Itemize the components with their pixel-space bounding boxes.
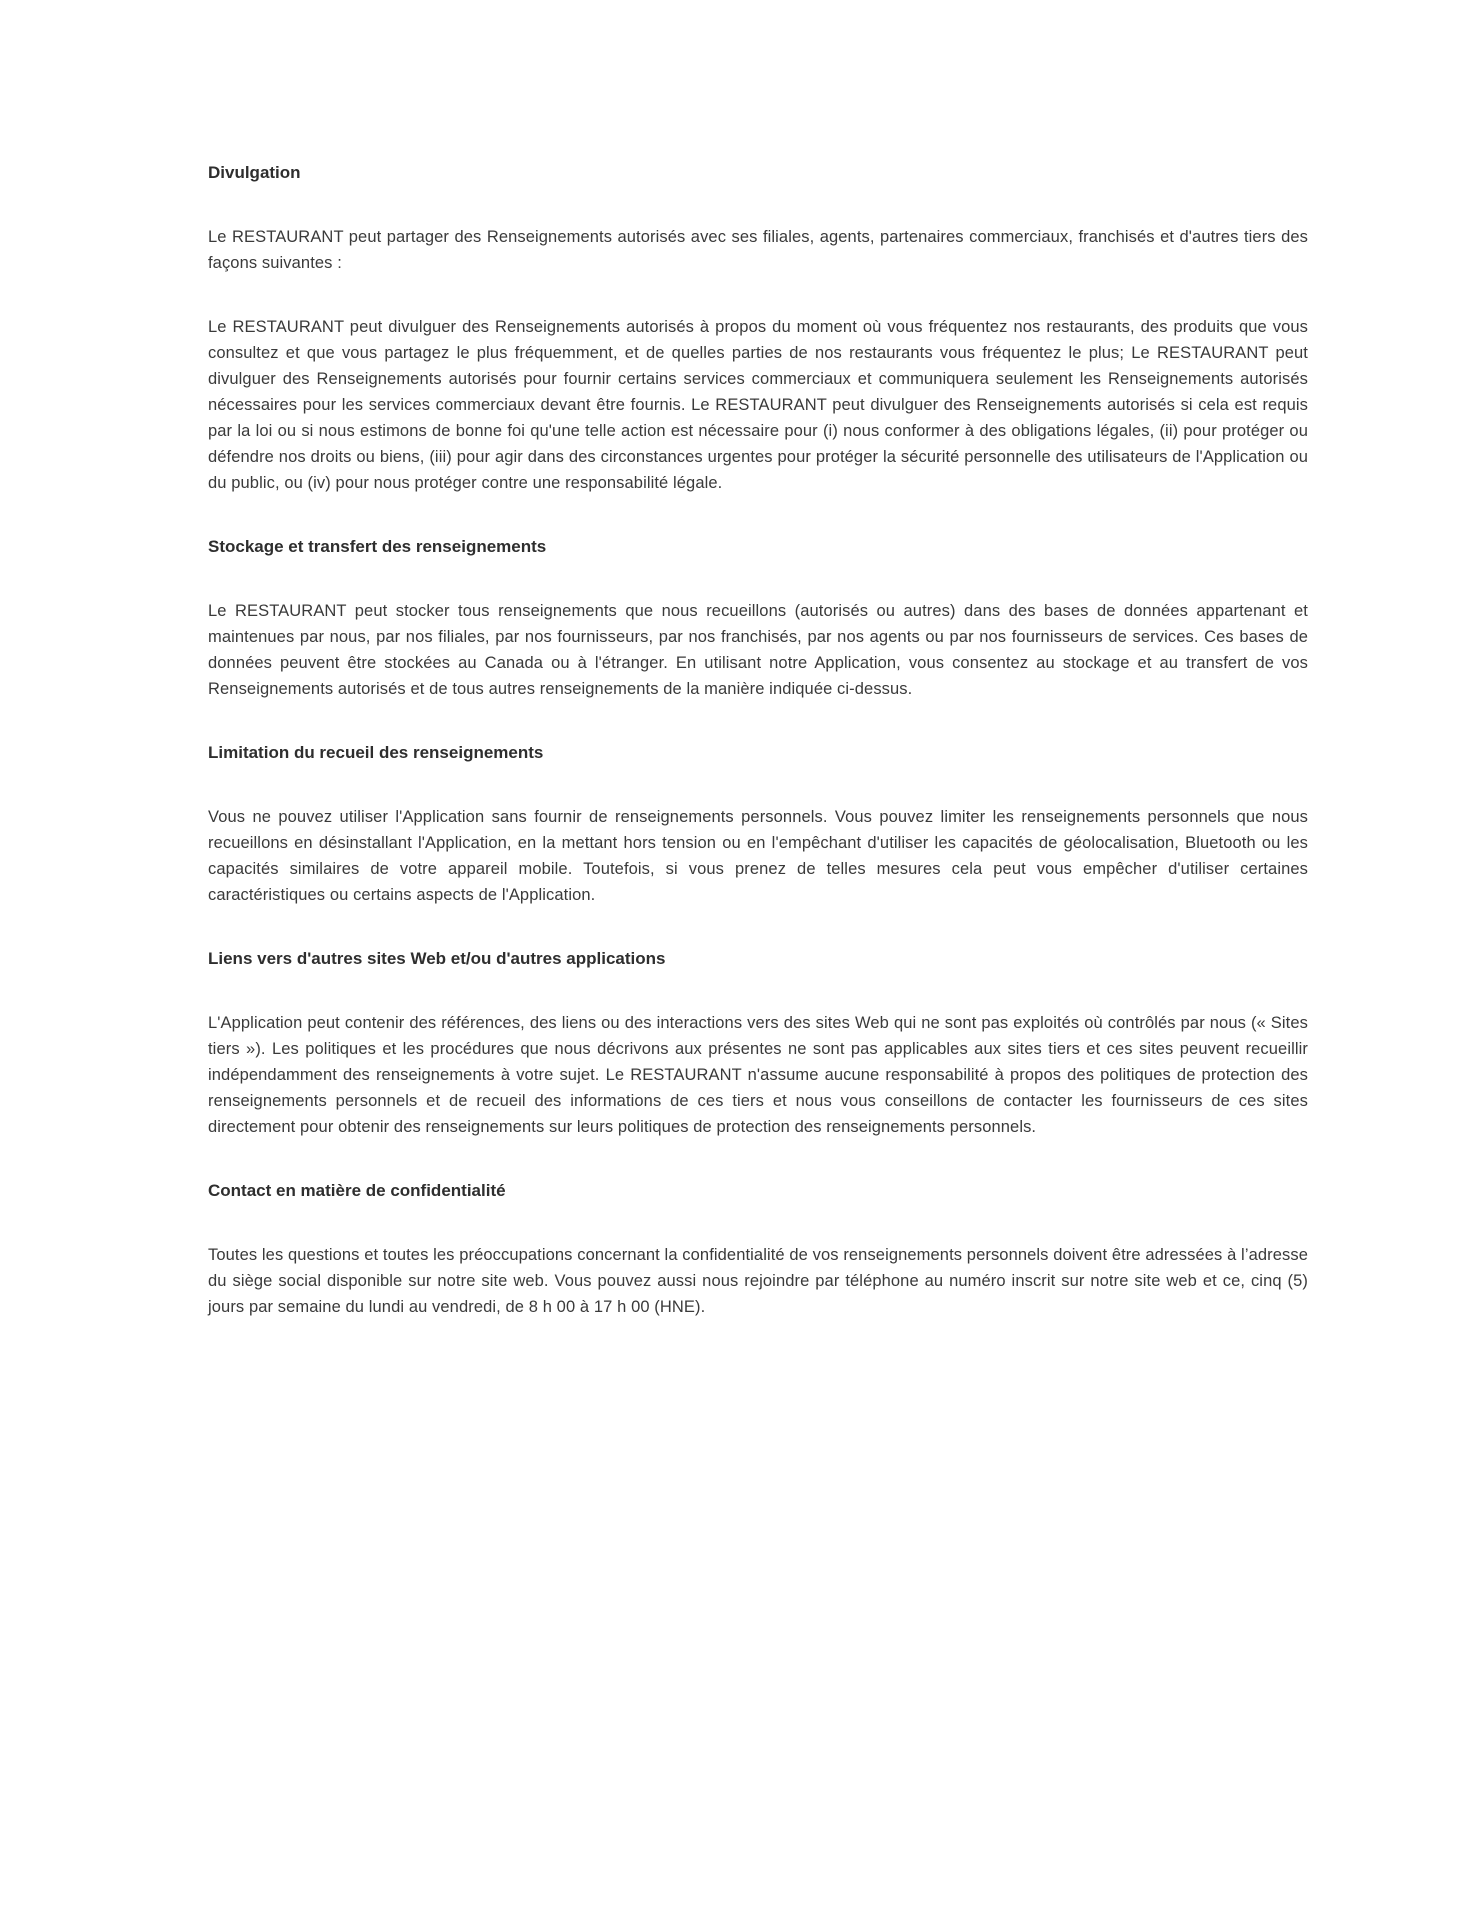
heading-divulgation: Divulgation	[208, 163, 301, 182]
heading-limitation-recueil: Limitation du recueil des renseignements	[208, 743, 544, 762]
paragraph-limitation-recueil: Vous ne pouvez utiliser l'Application sans fournir de renseignements personnels. Vous pouvez limiter les renseignements personnels que nous recueillons en désinstallant l'Application, en la mettant hors tension ou en l'empêchant d'utiliser les capacités de géolocalisation, Bluetooth ou les capacités similaires de votre appareil mobile. Toutefois, si vous prenez de telles mesures cela peut vous empêcher d'utiliser certaines caractéristiques ou certains aspects de l'Application.	[208, 808, 1308, 904]
paragraph-divulgation-intro: Le RESTAURANT peut partager des Renseignements autorisés avec ses filiales, agents, partenaires commerciaux, franchisés et d'autres tiers des façons suivantes :	[208, 228, 1308, 272]
privacy-policy-document	[208, 160, 1308, 1358]
heading-stockage-transfert: Stockage et transfert des renseignements	[208, 537, 547, 556]
paragraph-contact-confidentialite: Toutes les questions et toutes les préoccupations concernant la confidentialité de vos renseignements personnels doivent être adressées à l’adresse du siège social disponible sur notre site web. Vous pouvez aussi nous rejoindre par téléphone au numéro inscrit sur notre site web et ce, cinq (5) jours par semaine du lundi au vendredi, de 8 h 00 à 17 h 00 (HNE).	[208, 1246, 1308, 1316]
paragraph-divulgation-details: Le RESTAURANT peut divulguer des Renseignements autorisés à propos du moment où vous fréquentez nos restaurants, des produits que vous consultez et que vous partagez le plus fréquemment, et de quelles parties de nos restaurants vous fréquentez le plus; Le RESTAURANT peut divulguer des Renseignements autorisés pour fournir certains services commerciaux et communiquera seulement les Renseignements autorisés nécessaires pour les services commerciaux devant être fournis. Le RESTAURANT peut divulguer des Renseignements autorisés si cela est requis par la loi ou si nous estimons de bonne foi qu'une telle action est nécessaire pour (i) nous conformer à des obligations légales, (ii) pour protéger ou défendre nos droits ou biens, (iii) pour agir dans des circonstances urgentes pour protéger la sécurité personnelle des utilisateurs de l'Application ou du public, ou (iv) pour nous protéger contre une responsabilité légale.	[208, 318, 1308, 492]
paragraph-liens-autres-sites: L'Application peut contenir des références, des liens ou des interactions vers des sites Web qui ne sont pas exploités où contrôlés par nous (« Sites tiers »). Les politiques et les procédures que nous décrivons aux présentes ne sont pas applicables aux sites tiers et ces sites peuvent recueillir indépendamment des renseignements à votre sujet. Le RESTAURANT n'assume aucune responsabilité à propos des politiques de protection des renseignements personnels et de recueil des informations de ces tiers et nous vous conseillons de contacter les fournisseurs de ces sites directement pour obtenir des renseignements sur leurs politiques de protection des renseignements personnels.	[208, 1014, 1308, 1136]
heading-liens-autres-sites: Liens vers d'autres sites Web et/ou d'autres applications	[208, 949, 666, 968]
heading-contact-confidentialite: Contact en matière de confidentialité	[208, 1181, 506, 1200]
paragraph-stockage-transfert: Le RESTAURANT peut stocker tous renseignements que nous recueillons (autorisés ou autres) dans des bases de données appartenant et maintenues par nous, par nos filiales, par nos fournisseurs, par nos franchisés, par nos agents ou par nos fournisseurs de services. Ces bases de données peuvent être stockées au Canada ou à l'étranger. En utilisant notre Application, vous consentez au stockage et au transfert de vos Renseignements autorisés et de tous autres renseignements de la manière indiquée ci-dessus.	[208, 602, 1308, 698]
